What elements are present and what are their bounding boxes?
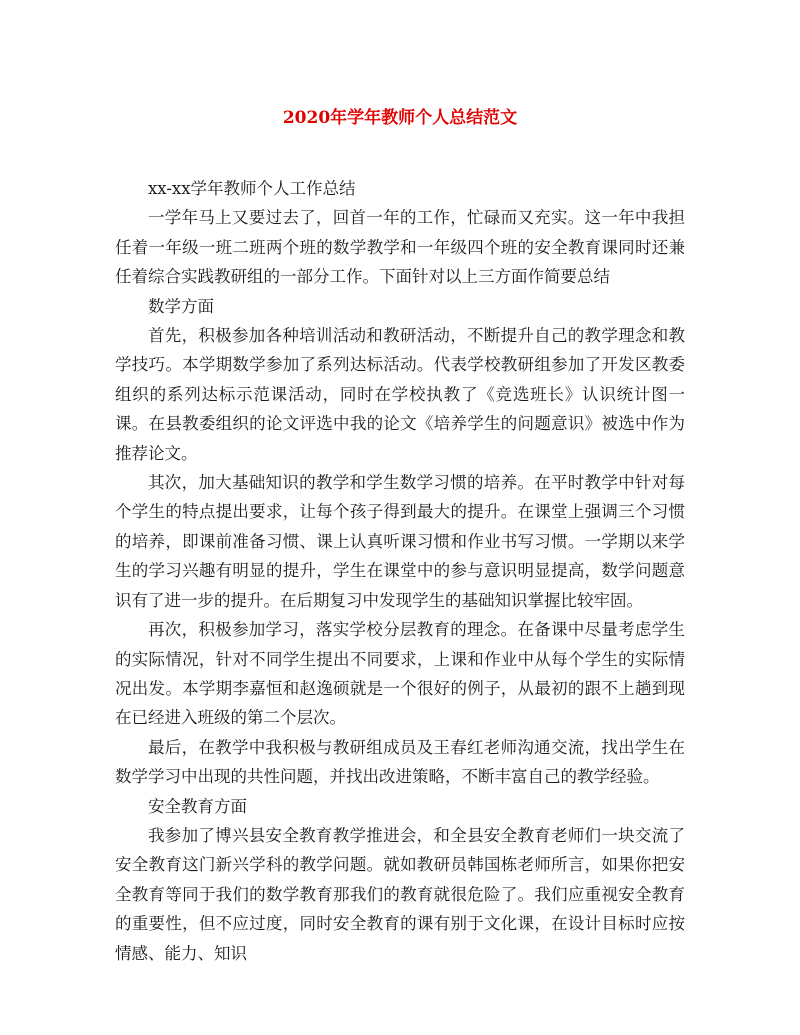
math-paragraph-first: 首先，积极参加各种培训活动和教研活动，不断提升自己的教学理念和教学技巧。本学期数学参加了系列达标活动。代表学校教研组参加了开发区教委组织的系列达标示范课活动，同时在学校执教了《竞选班长》认识统计图一课。在县教委组织的论文评选中我的论文《培养学生的问题意识》被选中作为推荐论文。 [115,326,685,463]
section-heading-math: 数学方面 [148,296,214,316]
math-paragraph-last: 最后，在教学中我积极与教研组成员及王春红老师沟通交流，找出学生在数学学习中出现的共性问题，并找出改进策略，不断丰富自己的教学经验。 [115,737,685,787]
math-paragraph-second: 其次，加大基础知识的教学和学生数学习惯的培养。在平时教学中针对每个学生的特点提出要求，让每个孩子得到最大的提升。在课堂上强调三个习惯的培养，即课前准备习惯、课上认真听课习惯和作业书写习惯。一学期以来学生的学习兴趣有明显的提升，学生在课堂中的参与意识明显提高，数学问题意识有了进一步的提升。在后期复习中发现学生的基础知识掌握比较牢固。 [115,473,685,610]
safety-paragraph: 我参加了博兴县安全教育教学推进会，和全县安全教育老师们一块交流了安全教育这门新兴学科的教学问题。就如教研员韩国栋老师所言，如果你把安全教育等同于我们的数学教育那我们的教育就很危险了。我们应重视安全教育的重要性，但不应过度，同时安全教育的课有别于文化课，在设计目标时应按情感、能力、知识 [115,825,685,963]
math-paragraph-third: 再次，积极参加学习，落实学校分层教育的理念。在备课中尽量考虑学生的实际情况，针对不同学生提出不同要求，上课和作业中从每个学生的实际情况出发。本学期李嘉恒和赵逸硕就是一个很好的例子，从最初的跟不上趟到现在已经进入班级的第二个层次。 [115,620,685,728]
section-heading-safety: 安全教育方面 [148,796,247,816]
intro-paragraph: 一学年马上又要过去了，回首一年的工作，忙碌而又充实。这一年中我担任着一年级一班二班两个班的数学教学和一年级四个班的安全教育课同时还兼任着综合实践教研组的一部分工作。下面针对以上三方面作简要总结 [115,208,685,287]
subtitle-paragraph: xx-xx学年教师个人工作总结 [148,179,356,198]
document-title: 2020年学年教师个人总结范文 [282,108,518,128]
document-body [115,174,685,968]
